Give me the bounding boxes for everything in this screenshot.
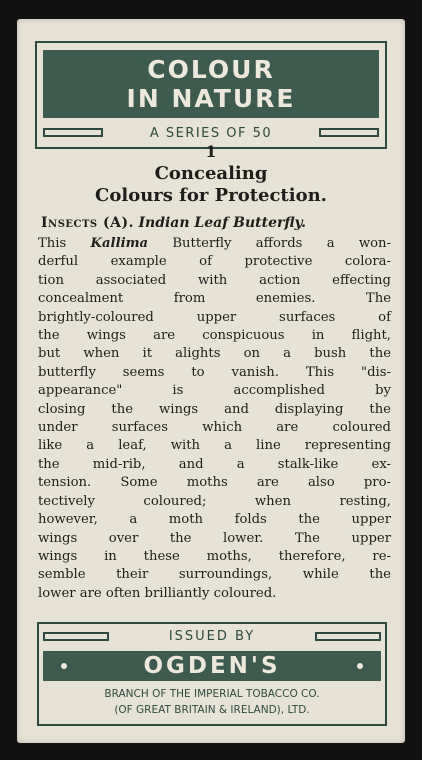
subject-line [41, 214, 386, 232]
series-title-box [43, 50, 379, 118]
description-prefix: This [38, 236, 91, 251]
description-line: but when it alights on a bush the [38, 346, 391, 362]
company-line-2: (OF GREAT BRITAIN & IRELAND), LTD. [114, 704, 310, 716]
dot-icon [357, 663, 363, 669]
card-number: 1 [205, 142, 217, 161]
description-line: under surfaces which are coloured [38, 420, 391, 436]
description-line: butterfly seems to vanish. This "dis- [38, 364, 391, 380]
description-line: closing the wings and displaying the [38, 401, 391, 417]
description-suffix: Butterfly affords a won- [148, 236, 391, 251]
decorative-bar-right [319, 128, 379, 137]
decorative-bar-left [43, 128, 103, 137]
subject-species: Indian Leaf Butterfly. [138, 215, 306, 231]
series-title-line2: IN NATURE [126, 84, 296, 113]
card-title-line1: Concealing [154, 163, 268, 184]
description-line: appearance" is accomplished by [38, 383, 391, 399]
description-line: semble their surroundings, while the [38, 567, 391, 583]
issued-by-label: ISSUED BY [168, 629, 256, 644]
description-line: derful example of protective colora- [38, 254, 391, 270]
description-line: like a leaf, with a line representing [38, 438, 391, 454]
series-row [43, 125, 379, 143]
description-line: tension. Some moths are also pro- [38, 475, 391, 491]
description-text [38, 235, 391, 603]
brand-name: OGDEN'S [143, 653, 281, 679]
decorative-bar-right [315, 632, 381, 641]
description-line: wings in these moths, therefore, re- [38, 548, 391, 564]
header-frame [35, 41, 387, 149]
card-title [17, 163, 405, 207]
description-line: lower are often brilliantly coloured. [38, 585, 277, 601]
description-line: however, a moth folds the upper [38, 512, 391, 528]
description-line [38, 235, 391, 253]
subject-category: Insects (A). [41, 215, 135, 231]
description-line: wings over the lower. The upper [38, 530, 391, 546]
dot-icon [61, 663, 67, 669]
brand-box [43, 651, 381, 681]
issued-row [43, 628, 381, 646]
genus-name: Kallima [90, 236, 149, 251]
description-line: tectively coloured; when resting, [38, 493, 391, 509]
card-title-line2: Colours for Protection. [95, 185, 327, 206]
description-line: the wings are conspicuous in flight, [38, 328, 391, 344]
series-count: A SERIES OF 50 [149, 126, 273, 141]
description-line: the mid-rib, and a stalk-like ex- [38, 456, 391, 472]
description-line: concealment from enemies. The [38, 291, 391, 307]
footer-frame [37, 622, 387, 726]
series-title-line1: COLOUR [147, 55, 275, 84]
cigarette-card [17, 19, 405, 743]
description-line: tion associated with action effecting [38, 272, 391, 288]
description-line: brightly-coloured upper surfaces of [38, 309, 391, 325]
company-line-1: BRANCH OF THE IMPERIAL TOBACCO CO. [104, 688, 320, 700]
decorative-bar-left [43, 632, 109, 641]
